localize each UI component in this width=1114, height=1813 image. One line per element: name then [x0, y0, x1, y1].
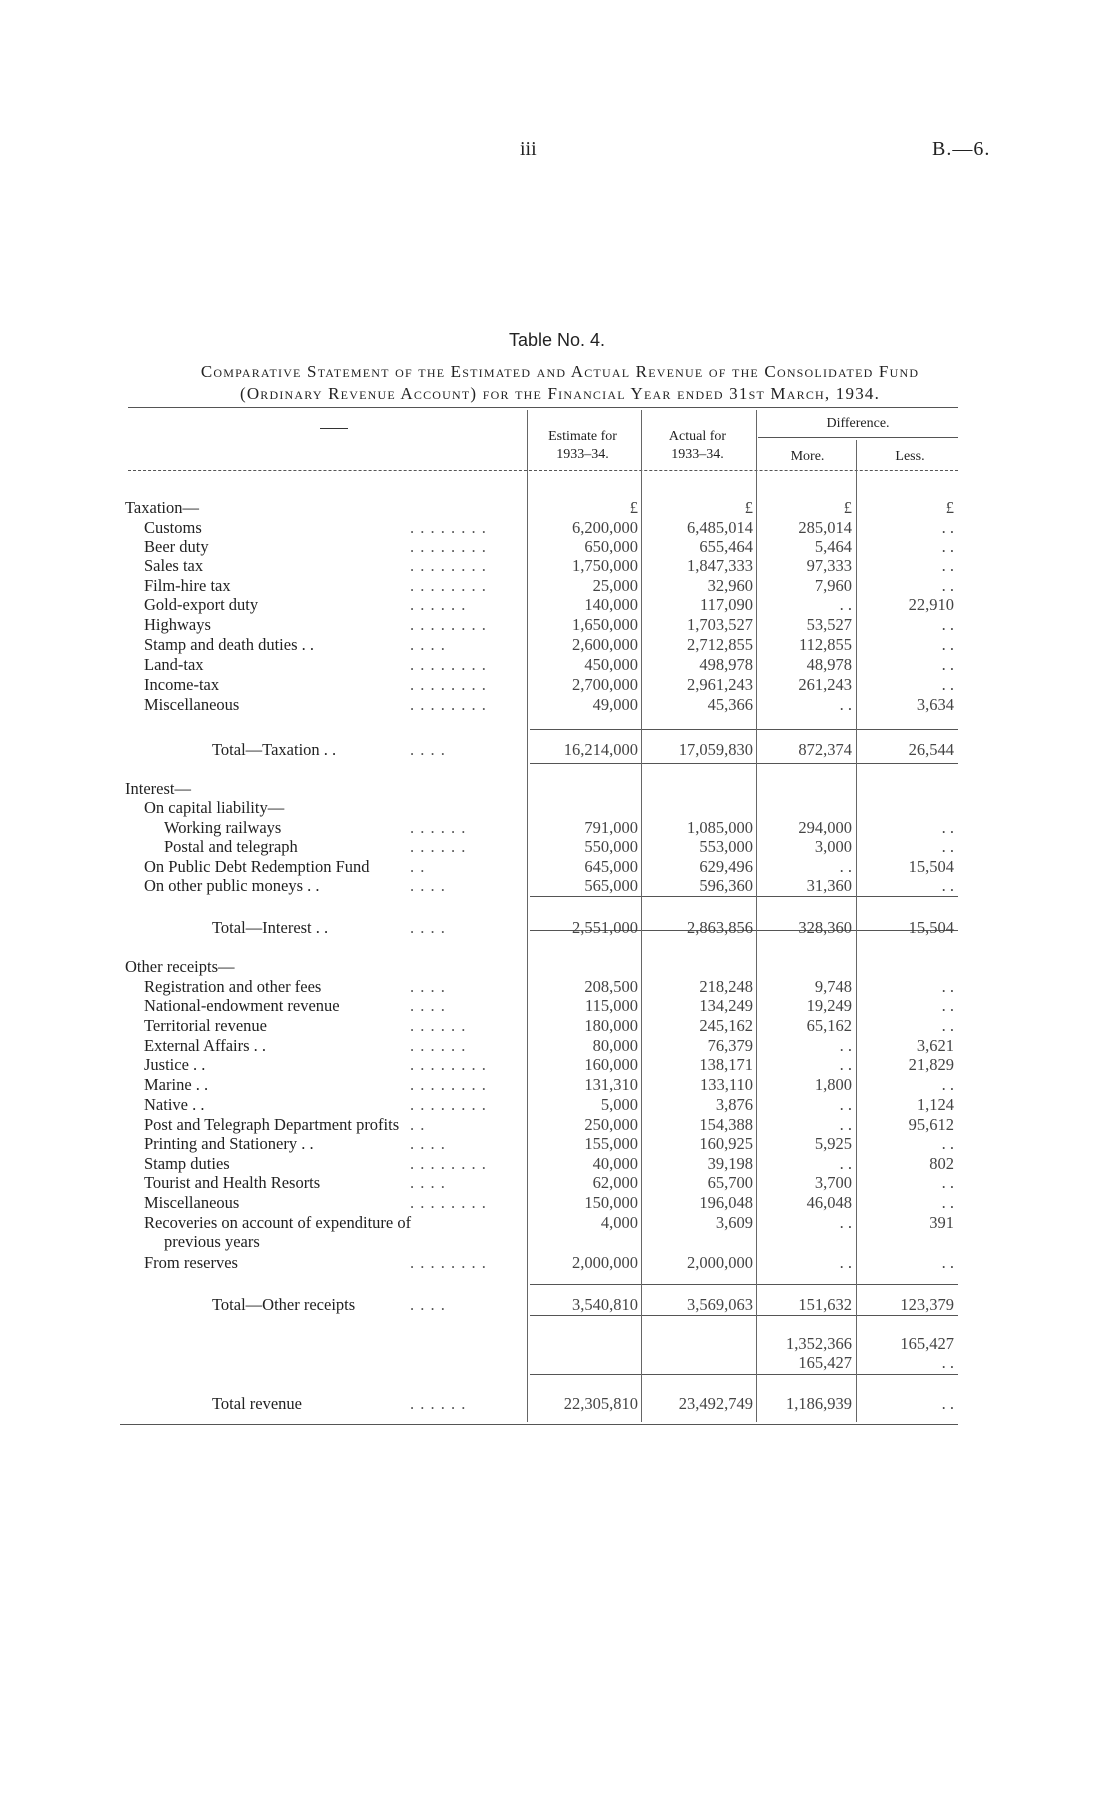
estimate-value: 49,000: [592, 695, 638, 714]
difference-more-value: 9,748: [814, 977, 852, 996]
leader-dots: . . . .: [410, 635, 446, 654]
total-other-rule-bottom: [530, 1315, 958, 1316]
leader-dots: . . . . . .: [410, 818, 467, 837]
table-row: [0, 498, 1114, 518]
table-row: [0, 977, 1114, 997]
difference-less-value: 21,829: [908, 1055, 954, 1074]
table-row: [0, 695, 1114, 715]
estimate-value: £: [629, 498, 638, 517]
leader-dots: . . . . . .: [410, 1016, 467, 1035]
row-label: Registration and other fees: [144, 977, 322, 996]
difference-more-value: . .: [839, 1213, 852, 1232]
difference-less-value: . .: [941, 576, 954, 595]
row-label: Sales tax: [144, 556, 204, 575]
difference-less-value: . .: [941, 1253, 954, 1272]
estimate-value: 2,551,000: [572, 918, 638, 937]
total-other-rule-top: [530, 1284, 958, 1285]
difference-less-value: . .: [941, 1353, 954, 1372]
leader-dots: . . . .: [410, 876, 446, 895]
actual-value: 76,379: [707, 1036, 753, 1055]
row-label: Justice . .: [144, 1055, 206, 1074]
leader-dots: . . . . . . . .: [410, 556, 487, 575]
row-label: Miscellaneous: [144, 1193, 240, 1212]
row-label: Taxation—: [125, 498, 199, 517]
difference-more-value: £: [843, 498, 852, 517]
difference-more-value: 285,014: [798, 518, 852, 537]
difference-more-value: . .: [839, 1036, 852, 1055]
actual-value: 3,876: [715, 1095, 753, 1114]
estimate-value: 80,000: [592, 1036, 638, 1055]
estimate-value: 791,000: [584, 818, 638, 837]
actual-value: 2,000,000: [687, 1253, 753, 1272]
leader-dots: . . . .: [410, 1173, 446, 1192]
table-row: [0, 779, 1114, 799]
total-interest-rule-top: [530, 896, 958, 897]
difference-less-value: 22,910: [908, 595, 954, 614]
leader-dots: . . . . . . . .: [410, 695, 487, 714]
table-row: [0, 1193, 1114, 1213]
difference-less-value: . .: [941, 1193, 954, 1212]
row-label: Total—Interest . .: [212, 918, 329, 937]
leader-dots: . . . . . . . .: [410, 1075, 487, 1094]
row-label: Native . .: [144, 1095, 205, 1114]
leader-dots: . . . . . . . .: [410, 615, 487, 634]
table-row: [0, 957, 1114, 977]
difference-more-value: 112,855: [798, 635, 852, 654]
estimate-value: 4,000: [600, 1213, 638, 1232]
actual-value: 133,110: [699, 1075, 753, 1094]
difference-less-value: . .: [941, 518, 954, 537]
difference-less-value: 3,634: [916, 695, 954, 714]
difference-less-value: 3,621: [916, 1036, 954, 1055]
difference-more-value: 53,527: [806, 615, 852, 634]
table-row: [0, 1055, 1114, 1075]
difference-more-value: 872,374: [798, 740, 852, 759]
estimate-value: 5,000: [600, 1095, 638, 1114]
table-row: [0, 518, 1114, 538]
leader-dots: . . . .: [410, 977, 446, 996]
leader-dots: . . . . . .: [410, 1036, 467, 1055]
table-row: [0, 675, 1114, 695]
leader-dots: . . . . . . . .: [410, 1193, 487, 1212]
row-label: Tourist and Health Resorts: [144, 1173, 321, 1192]
row-label: From reserves: [144, 1253, 238, 1272]
leader-dots: . . . . . . . .: [410, 576, 487, 595]
difference-more-value: 97,333: [806, 556, 852, 575]
row-label: Other receipts—: [125, 957, 235, 976]
row-label: Recoveries on account of expenditure of: [144, 1213, 412, 1232]
difference-less-value: . .: [941, 818, 954, 837]
table-row: [0, 857, 1114, 877]
header-less: Less.: [895, 449, 925, 464]
actual-value: 218,248: [699, 977, 753, 996]
difference-less-value: . .: [941, 1394, 954, 1413]
table-row: [0, 818, 1114, 838]
header-estimate: Estimate for 1933–34.: [548, 429, 617, 462]
difference-less-value: 95,612: [908, 1115, 954, 1134]
row-label: Gold-export duty: [144, 595, 259, 614]
difference-less-value: . .: [941, 556, 954, 575]
leader-dots: . . . . . . . .: [410, 537, 487, 556]
document-reference: B.—6.: [932, 138, 991, 160]
table-caption-line2: (Ordinary Revenue Account) for the Financial Year ended 31st March, 1934.: [239, 384, 881, 403]
actual-value: 553,000: [699, 837, 753, 856]
difference-less-value: 15,504: [908, 857, 954, 876]
header-more: More.: [790, 449, 825, 464]
difference-more-value: . .: [839, 1253, 852, 1272]
table-row: [0, 615, 1114, 635]
table-row: [0, 576, 1114, 596]
leader-dots: . . . . . .: [410, 837, 467, 856]
table-title: Table No. 4.: [508, 330, 606, 350]
table-row: [0, 996, 1114, 1016]
difference-less-value: . .: [941, 876, 954, 895]
table-row: [0, 635, 1114, 655]
difference-less-value: . .: [941, 1173, 954, 1192]
row-label: Interest—: [125, 779, 191, 798]
difference-less-value: . .: [941, 837, 954, 856]
actual-value: 138,171: [699, 1055, 753, 1074]
row-label: Customs: [144, 518, 202, 537]
difference-more-value: 19,249: [806, 996, 852, 1015]
difference-less-value: 165,427: [900, 1334, 954, 1353]
table-row: [0, 740, 1114, 760]
table-row: [0, 556, 1114, 576]
table-row: [0, 1154, 1114, 1174]
row-label: Land-tax: [144, 655, 204, 674]
table-row: [0, 1173, 1114, 1193]
leader-dots: . . . . . . . .: [410, 1095, 487, 1114]
actual-value: 498,978: [699, 655, 753, 674]
row-label: Postal and telegraph: [164, 837, 298, 856]
row-label: Total—Other receipts: [212, 1295, 356, 1314]
actual-value: 160,925: [699, 1134, 753, 1153]
actual-value: 2,863,856: [687, 918, 753, 937]
page-number: iii: [520, 138, 537, 160]
table-row: [0, 837, 1114, 857]
difference-more-value: 7,960: [814, 576, 852, 595]
estimate-value: 40,000: [592, 1154, 638, 1173]
difference-more-value: 5,925: [814, 1134, 852, 1153]
table-row: [0, 1353, 1114, 1373]
row-label: External Affairs . .: [144, 1036, 267, 1055]
table-row: [0, 1115, 1114, 1135]
estimate-value: 6,200,000: [572, 518, 638, 537]
leader-dots: . . . .: [410, 918, 446, 937]
leader-dots: . . . .: [410, 1295, 446, 1314]
header-top-rule: [128, 407, 958, 408]
actual-value: 196,048: [699, 1193, 753, 1212]
actual-value: 39,198: [707, 1154, 753, 1173]
header-actual: Actual for 1933–34.: [668, 429, 727, 462]
estimate-value: 115,000: [584, 996, 638, 1015]
table-row: [0, 1394, 1114, 1414]
table-row: [0, 1016, 1114, 1036]
row-label: Income-tax: [144, 675, 220, 694]
estimate-value: 208,500: [584, 977, 638, 996]
difference-less-value: . .: [941, 977, 954, 996]
actual-value: 1,847,333: [687, 556, 753, 575]
leader-dots: . .: [410, 857, 426, 876]
difference-less-value: 123,379: [900, 1295, 954, 1314]
table-row: [0, 1095, 1114, 1115]
header-difference: Difference.: [826, 416, 890, 431]
estimate-value: 650,000: [584, 537, 638, 556]
row-label: Post and Telegraph Department profits: [144, 1115, 400, 1134]
actual-value: 17,059,830: [678, 740, 753, 759]
actual-value: 6,485,014: [687, 518, 753, 537]
estimate-value: 1,650,000: [572, 615, 638, 634]
actual-value: 655,464: [699, 537, 753, 556]
difference-less-value: £: [945, 498, 954, 517]
row-label: On other public moneys . .: [144, 876, 320, 895]
difference-less-value: 391: [929, 1213, 954, 1232]
difference-more-value: 261,243: [798, 675, 852, 694]
actual-value: 3,569,063: [687, 1295, 753, 1314]
row-label: On Public Debt Redemption Fund: [144, 857, 370, 876]
actual-value: 245,162: [699, 1016, 753, 1035]
total-taxation-rule-top: [530, 729, 958, 730]
estimate-value: 180,000: [584, 1016, 638, 1035]
difference-less-value: . .: [941, 635, 954, 654]
leader-dots: . . . .: [410, 1134, 446, 1153]
leader-dots: . . . .: [410, 996, 446, 1015]
table-row: [0, 918, 1114, 938]
estimate-value: 131,310: [584, 1075, 638, 1094]
row-label: Film-hire tax: [144, 576, 231, 595]
difference-more-value: 5,464: [814, 537, 852, 556]
actual-value: 1,703,527: [687, 615, 753, 634]
table-row: [0, 1253, 1114, 1273]
stub-header-dash: [320, 428, 348, 429]
table-row: [0, 1036, 1114, 1056]
table-row: [0, 595, 1114, 615]
table-row: [0, 798, 1114, 818]
row-label: Stamp and death duties . .: [144, 635, 315, 654]
grand-total-rule: [530, 1374, 958, 1375]
difference-more-value: . .: [839, 1095, 852, 1114]
estimate-value: 155,000: [584, 1134, 638, 1153]
estimate-value: 2,700,000: [572, 675, 638, 694]
difference-less-value: . .: [941, 1016, 954, 1035]
difference-more-value: . .: [839, 857, 852, 876]
leader-dots: . . . .: [410, 740, 446, 759]
row-label: Total—Taxation . .: [212, 740, 337, 759]
table-row: [0, 1334, 1114, 1354]
estimate-value: 645,000: [584, 857, 638, 876]
difference-less-value: . .: [941, 537, 954, 556]
estimate-value: 160,000: [584, 1055, 638, 1074]
difference-more-value: 328,360: [798, 918, 852, 937]
total-taxation-rule-bottom: [530, 763, 958, 764]
difference-more-value: 294,000: [798, 818, 852, 837]
difference-more-value: . .: [839, 1055, 852, 1074]
estimate-value: 22,305,810: [563, 1394, 638, 1413]
actual-value: 134,249: [699, 996, 753, 1015]
table-row: [0, 1134, 1114, 1154]
difference-less-value: 1,124: [916, 1095, 954, 1114]
row-label: Beer duty: [144, 537, 209, 556]
estimate-value: 2,600,000: [572, 635, 638, 654]
row-label: Printing and Stationery . .: [144, 1134, 314, 1153]
row-label: previous years: [164, 1232, 260, 1251]
difference-rule: [758, 437, 958, 438]
actual-value: 629,496: [699, 857, 753, 876]
table-row: [0, 655, 1114, 675]
difference-more-value: 1,800: [814, 1075, 852, 1094]
difference-more-value: . .: [839, 695, 852, 714]
estimate-value: 16,214,000: [563, 740, 638, 759]
leader-dots: . . . . . . . .: [410, 655, 487, 674]
difference-less-value: . .: [941, 675, 954, 694]
actual-value: 32,960: [707, 576, 753, 595]
leader-dots: . . . . . . . .: [410, 1154, 487, 1173]
difference-less-value: 15,504: [908, 918, 954, 937]
actual-value: 154,388: [699, 1115, 753, 1134]
difference-more-value: 46,048: [806, 1193, 852, 1212]
leader-dots: . . . . . . . .: [410, 1055, 487, 1074]
row-label: Stamp duties: [144, 1154, 230, 1173]
table-row: [0, 537, 1114, 557]
table-row: [0, 1075, 1114, 1095]
actual-value: £: [744, 498, 753, 517]
estimate-value: 150,000: [584, 1193, 638, 1212]
difference-more-value: 3,000: [814, 837, 852, 856]
leader-dots: . . . . . . . .: [410, 1253, 487, 1272]
row-label: National-endowment revenue: [144, 996, 340, 1015]
leader-dots: . . . . . .: [410, 595, 467, 614]
difference-more-value: . .: [839, 1115, 852, 1134]
difference-more-value: 65,162: [806, 1016, 852, 1035]
row-label: Working railways: [164, 818, 282, 837]
leader-dots: . . . . . . . .: [410, 675, 487, 694]
actual-value: 3,609: [715, 1213, 753, 1232]
difference-more-value: 31,360: [806, 876, 852, 895]
estimate-value: 565,000: [584, 876, 638, 895]
estimate-value: 140,000: [584, 595, 638, 614]
difference-less-value: 26,544: [908, 740, 954, 759]
estimate-value: 2,000,000: [572, 1253, 638, 1272]
difference-more-value: 1,186,939: [786, 1394, 852, 1413]
row-label: Territorial revenue: [144, 1016, 267, 1035]
actual-value: 23,492,749: [678, 1394, 753, 1413]
leader-dots: . . . . . .: [410, 1394, 467, 1413]
estimate-value: 450,000: [584, 655, 638, 674]
row-label: Miscellaneous: [144, 695, 240, 714]
row-label: Total revenue: [212, 1394, 303, 1413]
actual-value: 45,366: [707, 695, 753, 714]
estimate-value: 550,000: [584, 837, 638, 856]
table-row: [0, 1213, 1114, 1233]
estimate-value: 250,000: [584, 1115, 638, 1134]
bottom-rule: [120, 1424, 958, 1425]
actual-value: 1,085,000: [687, 818, 753, 837]
actual-value: 2,961,243: [687, 675, 753, 694]
actual-value: 596,360: [699, 876, 753, 895]
table-row: [0, 1232, 1114, 1252]
estimate-value: 62,000: [592, 1173, 638, 1192]
estimate-value: 25,000: [592, 576, 638, 595]
row-label: Marine . .: [144, 1075, 209, 1094]
leader-dots: . .: [410, 1115, 426, 1134]
difference-less-value: . .: [941, 1134, 954, 1153]
table-caption-line1: Comparative Statement of the Estimated and Actual Revenue of the Consolidated Fund: [200, 362, 920, 381]
difference-more-value: 151,632: [798, 1295, 852, 1314]
table-row: [0, 1295, 1114, 1315]
table-row: [0, 876, 1114, 896]
actual-value: 65,700: [707, 1173, 753, 1192]
actual-value: 117,090: [699, 595, 753, 614]
difference-less-value: . .: [941, 655, 954, 674]
difference-more-value: 1,352,366: [786, 1334, 852, 1353]
leader-dots: . . . . . . . .: [410, 518, 487, 537]
difference-more-value: 48,978: [806, 655, 852, 674]
difference-less-value: 802: [929, 1154, 954, 1173]
difference-less-value: . .: [941, 615, 954, 634]
actual-value: 2,712,855: [687, 635, 753, 654]
row-label: On capital liability—: [144, 798, 285, 817]
header-bottom-rule: [128, 470, 958, 471]
estimate-value: 1,750,000: [572, 556, 638, 575]
difference-more-value: . .: [839, 595, 852, 614]
difference-more-value: 165,427: [798, 1353, 852, 1372]
row-label: Highways: [144, 615, 211, 634]
estimate-value: 3,540,810: [572, 1295, 638, 1314]
difference-less-value: . .: [941, 1075, 954, 1094]
difference-more-value: . .: [839, 1154, 852, 1173]
difference-more-value: 3,700: [814, 1173, 852, 1192]
difference-less-value: . .: [941, 996, 954, 1015]
